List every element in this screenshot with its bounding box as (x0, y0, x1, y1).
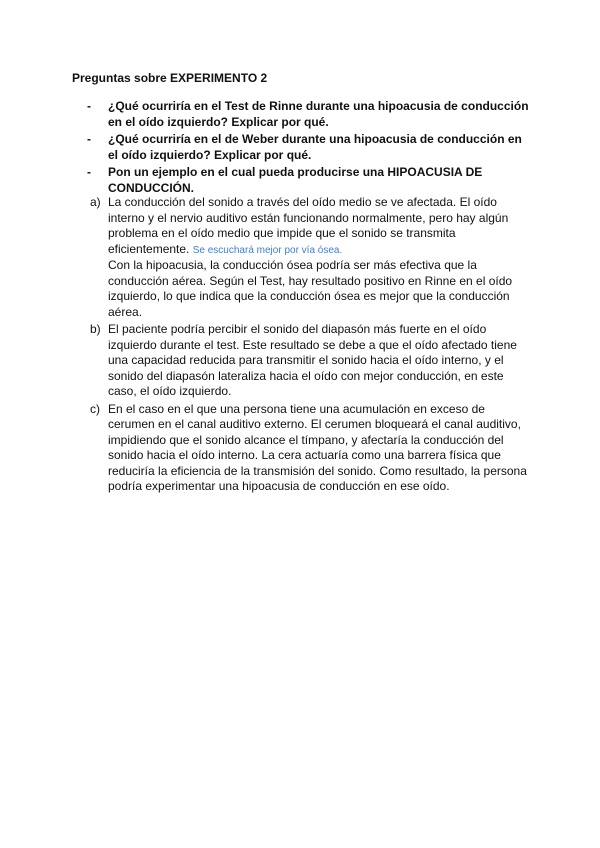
answer-paragraph: En el caso en el que una persona tiene una acumulación en exceso de cerumen en el canal auditivo externo. El cerumen bloqueará el canal auditivo, impidiendo que el sonido alcance el tímpano, y afectaría la conducción del sonido hacia el oído interno. La cera actuaría como una barrera física que reduciría la eficiencia de la transmisión del sonido. Como resultado, la persona podría experimentar una hipoacusia de conducción en ese oído. (108, 401, 527, 493)
answer-paragraph (108, 195, 530, 258)
answer-paragraph: Con la hipoacusia, la conducción ósea podría ser más efectiva que la conducción aérea. Según el Test, hay resultado positivo en Rinne en el oído izquierdo, lo que indica que la conducción ósea es mejor que la conducción aérea. (108, 258, 513, 319)
bullet-dash: - (87, 165, 91, 179)
answer-item-c (90, 402, 530, 495)
question-item (72, 165, 532, 196)
answer-body (108, 195, 530, 320)
list-marker: c) (90, 401, 100, 416)
list-marker: a) (90, 195, 101, 209)
answer-item-a (90, 195, 530, 320)
question-item (72, 99, 532, 130)
answer-body (108, 322, 530, 400)
question-item (72, 132, 532, 163)
bullet-dash: - (87, 99, 91, 113)
answer-body (108, 402, 530, 495)
inline-comment: Se escuchará mejor por vía ósea. (192, 244, 343, 256)
answer-paragraph: El paciente podría percibir el sonido del diapasón más fuerte en el oído izquierdo durante el test. Este resultado se debe a que el oído afectado tiene una capacidad reducida para transmitir el sonido hacia el oído interno, y el sonido del diapasón lateraliza hacia el oído con mejor conducción, en este caso, el oído izquierdo. (108, 322, 517, 398)
answer-text: La conducción del sonido a través del oído medio se ve afectada. El oído interno y el nervio auditivo están funcionando normalmente, pero hay algún problema en el oído medio que impide que el sonido se transmita eficientemente. (108, 195, 509, 256)
question-text: Pon un ejemplo en el cual pueda producirse una HIPOACUSIA DE CONDUCCIÓN. (108, 165, 483, 195)
list-marker: b) (90, 322, 101, 336)
question-text: ¿Qué ocurriría en el de Weber durante una hipoacusia de conducción en el oído izquierdo? Explicar por qué. (108, 132, 522, 162)
questions-list (72, 99, 532, 198)
document-title: Preguntas sobre EXPERIMENTO 2 (72, 71, 268, 85)
answers-list (90, 195, 530, 497)
bullet-dash: - (87, 132, 91, 146)
question-text: ¿Qué ocurriría en el Test de Rinne durante una hipoacusia de conducción en el oído izquierdo? Explicar por qué. (108, 99, 529, 129)
answer-item-b (90, 322, 530, 400)
